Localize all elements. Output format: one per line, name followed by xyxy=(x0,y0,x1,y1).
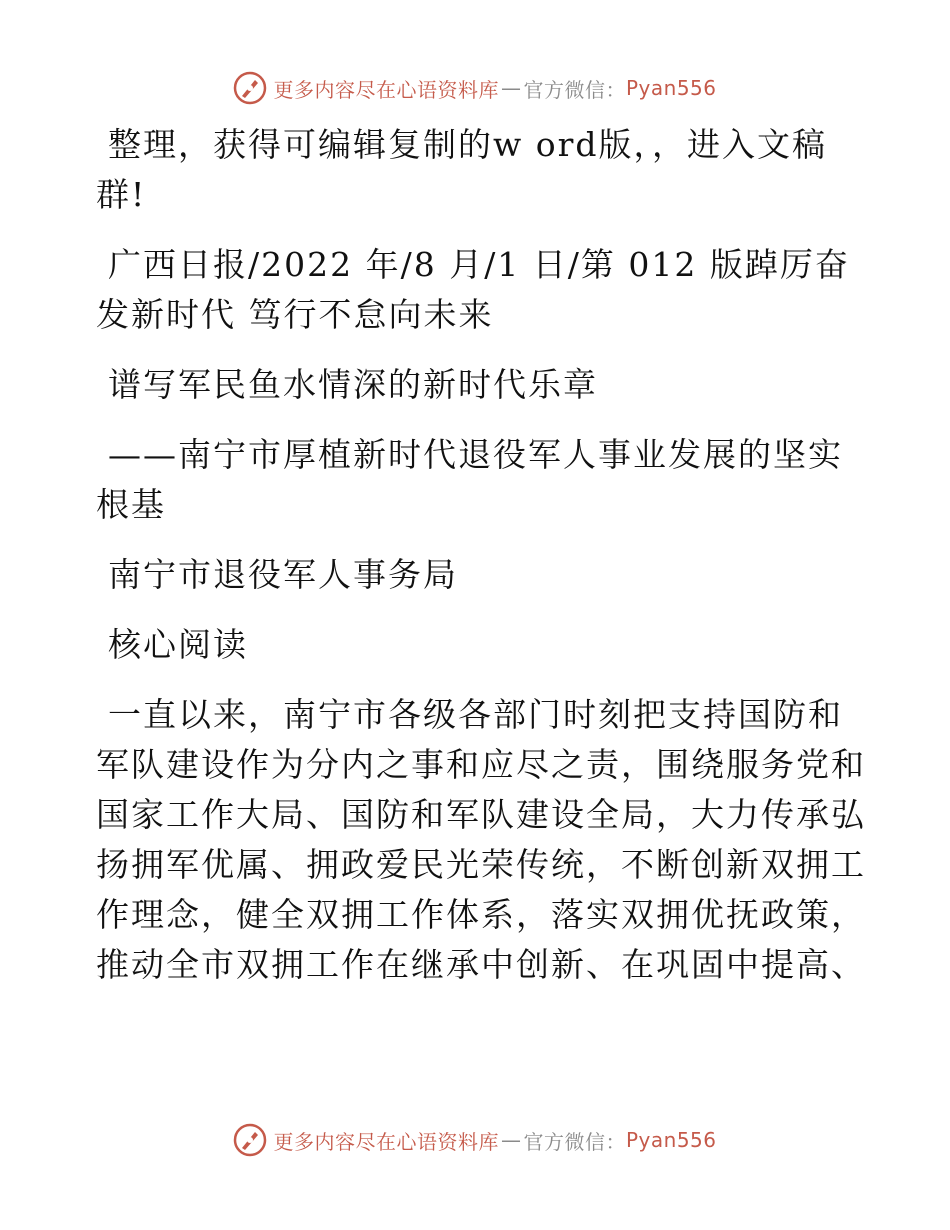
paragraph-source-line: 广西日报/2022 年/8 月/1 日/第 012 版踔厉奋发新时代 笃行不怠向未来 xyxy=(96,245,850,334)
watermark-dash: — xyxy=(500,1128,522,1152)
article-title: 谱写军民鱼水情深的新时代乐章 xyxy=(108,365,598,404)
article-author: 南宁市退役军人事务局 xyxy=(108,555,458,594)
watermark-label: 官方微信： xyxy=(523,77,626,102)
watermark-main-text: 更多内容尽在心语资料库 xyxy=(273,1129,499,1154)
quill-pen-icon xyxy=(233,71,267,105)
paragraph-intro: 整理，获得可编辑复制的w ord版，，进入文稿群! xyxy=(96,125,828,214)
watermark-label: 官方微信： xyxy=(523,1129,626,1154)
article-subtitle: ——南宁市厚植新时代退役军人事业发展的坚实根基 xyxy=(96,435,843,524)
quill-pen-icon xyxy=(233,1123,267,1157)
watermark-main-text: 更多内容尽在心语资料库 xyxy=(273,77,499,102)
watermark-dash: — xyxy=(500,76,522,100)
paragraph-body: 一直以来，南宁市各级各部门时刻把支持国防和军队建设作为分内之事和应尽之责，围绕服务党和国家工作大局、国防和军队建设全局，大力传承弘扬拥军优属、拥政爱民光荣传统，不断创新双拥工作理念，健全双拥工作体系，落实双拥优抚政策，推动全市双拥工作在继承中创新、在巩固中提高、 xyxy=(96,695,866,984)
document-body xyxy=(96,120,866,1010)
section-heading-core-reading: 核心阅读 xyxy=(108,625,248,664)
watermark-wechat-id: Pyan556 xyxy=(625,76,717,100)
footer-watermark xyxy=(0,1120,950,1160)
watermark-wechat-id: Pyan556 xyxy=(625,1128,717,1152)
header-watermark xyxy=(0,68,950,108)
